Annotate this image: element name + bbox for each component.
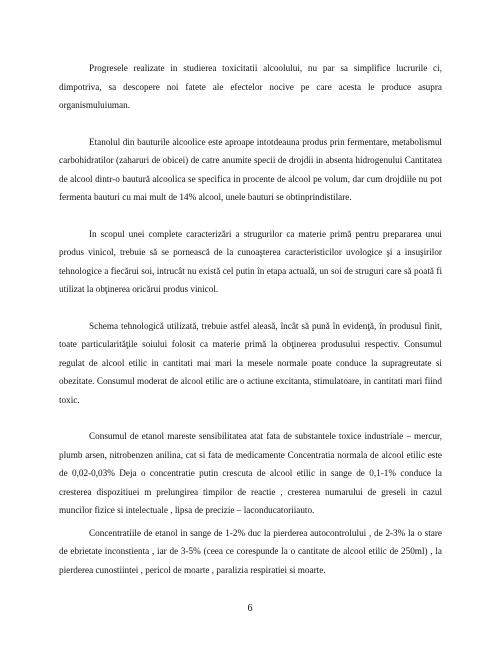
paragraph-grape-characterization: In scopul unei complete caracterizări a strugurilor ca materie primă pentru prepararea unui produs vinicol, trebuie să se pornească de la cunoaşterea caracteristicilor uvologice şi a insuşirilor tehnologice a fiecărui soi, intrucât nu există cel putin în etapa actuală, un soi de struguri care să poată fi utilizat la obţinerea oricărui produs vinicol. [59, 228, 442, 294]
paragraph-ethanol-sensitivity: Consumul de etanol mareste sensibilitatea atat fata de substantele toxice industriale – mercur, plumb arsen, nitrobenzen anilina, cat si fata de medicamente Concentratia normala de alcool etilic este de 0,02-0,03% Deja o concentratie putin crescuta de alcool etilic in sange de 0,1-1% conduce la cresterea dispozitiuei m prelungirea timpilor de reactie , cresterea numarului de greseli in cazul muncilor fizice si intelectuale , lipsa de precizie – laconducatoriiauto. [59, 431, 442, 515]
paragraph-technological-scheme: Schema tehnologică utilizată, trebuie astfel aleasă, încât să pună în evidenţă, în produsul finit, toate particularităţile soiului folosit ca materie primă la obţinerea produsului respectiv. Consumul regulat de alcool etilic in cantitati mai mari la mesele normale poate conduce la supragreutate si obezitate. Consumul moderat de alcool etilic are o actiune excitanta, stimulatoare, in cantitati mari fiind toxic. [59, 320, 442, 405]
paragraph-blood-concentration: Concentratiile de etanol in sange de 1-2% duc la pierderea autocontrolului , de 2-3% la o stare de ebrietate inconstienta , iar de 3-5% (ceea ce corespunde la o cantitate de alcool etilic de 250ml) , la pierderea cunostiintei , pericol de moarte , paralizia respiratiei si moarte. [59, 527, 442, 575]
page-number: 6 [247, 603, 253, 614]
body-text [59, 59, 442, 579]
paragraph-toxicity-progress: Progresele realizate in studierea toxicitatii alcoolului, nu par sa simplifice lucrurile ci, dimpotriva, sa descopere noi fatete ale efectelor nocive pe care acesta le produce asupra organismuluiuman. [59, 63, 442, 110]
paragraph-ethanol-fermentation: Etanolul din bauturile alcoolice este aproape intotdeauna produs prin fermentare, metabolismul carbohidratilor (zaharuri de obicei) de catre anumite specii de drojdii in absenta hidrogenului Cantitatea de alcool dintr-o bautură alcoolica se specifica in procente de alcool pe volum, dar cum drojdiile nu pot fermenta bauturi cu mai mult de 14% alcool, unele bauturi se obtinprindistilare. [59, 136, 442, 202]
